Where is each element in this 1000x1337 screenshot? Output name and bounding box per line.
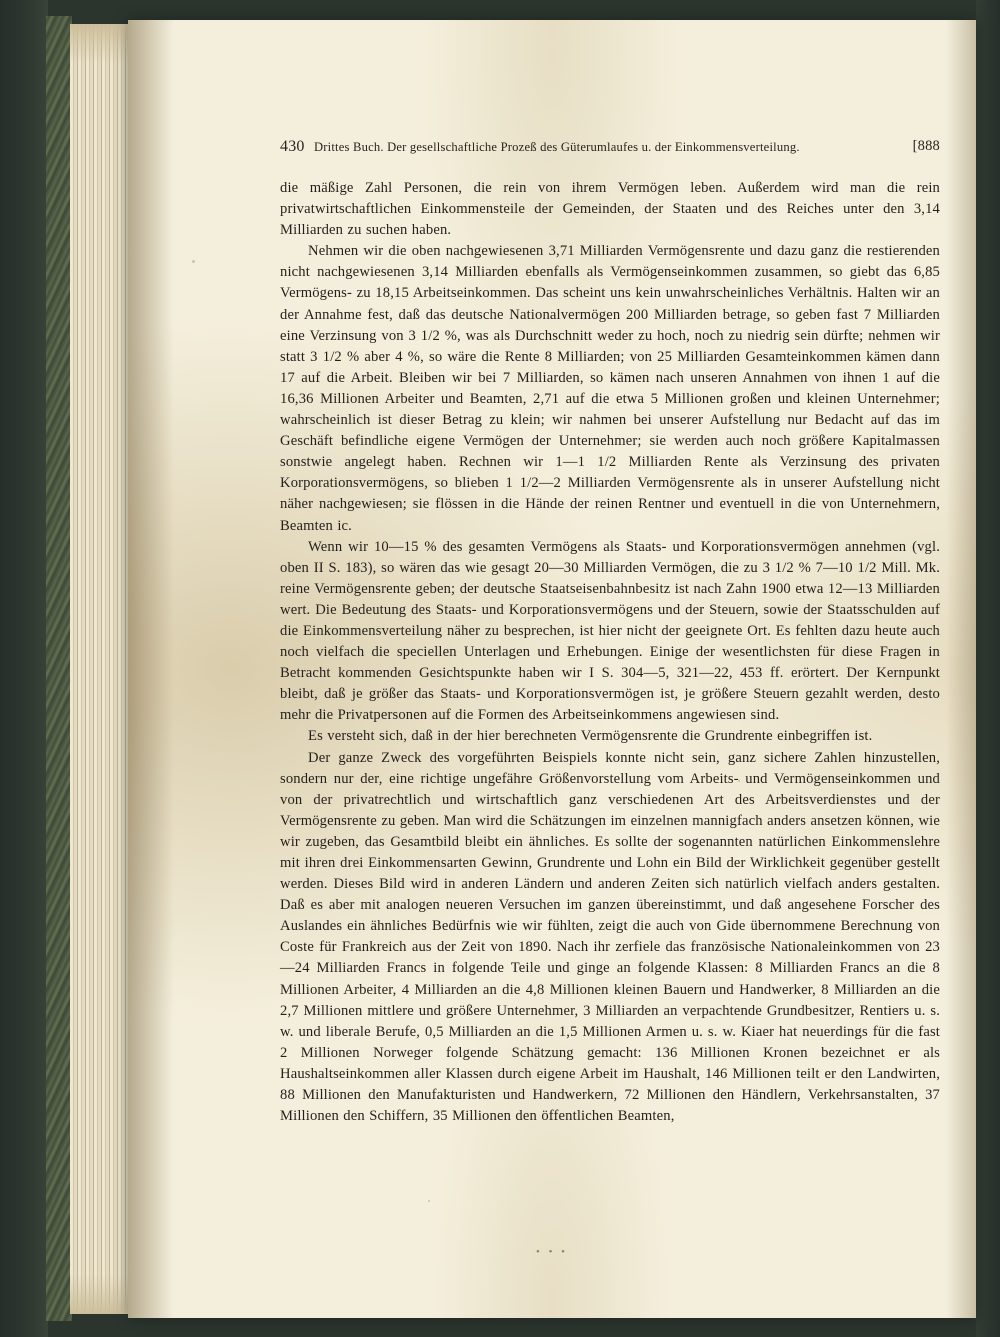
- paragraph: Der ganze Zweck des vorgeführten Beispiels konnte nicht sein, ganz sichere Zahlen hinzustellen, sondern nur der, eine richtige ungefähre Größenvorstellung vom Arbeits- und Vermögenseinkommen und von der privatrechtlich und wirtschaftlich ganz verschiedenen Art des Arbeitsverdienstes und der Vermögensrente zu geben. Man wird die Schätzungen im einzelnen mannigfach anders ansetzen können, wie wir zugeben, das Gesamtbild bleibt ein ähnliches. Es sollte der sogenannten natürlichen Einkommenslehre mit ihren drei Einkommensarten Gewinn, Grundrente und Lohn ein Bild der Wirklichkeit gegenüber gestellt werden. Dieses Bild wird in anderen Ländern und anderen Zeiten sich natürlich vielfach anders gestalten. Daß es aber mit analogen neueren Versuchen im ganzen übereinstimmt, und daß angesehene Forscher des Auslandes ein ähnliches Bedürfnis wie wir fühlten, zeigt die auch von Gide übernommene Berechnung von Coste für Frankreich aus der Zeit von 1890. Nach ihr zerfiele das französische Nationaleinkommen von 23—24 Milliarden Francs in folgende Teile und ginge an folgende Klassen: 8 Milliarden Francs an die 8 Millionen Arbeiter, 4 Milliarden an die 4,8 Millionen kleinen Bauern und Handwerker, 8 Milliarden an die 2,7 Millionen mittlere und größere Unternehmer, 3 Milliarden an verpachtende Grundbesitzer, Rentiers u. s. w. und liberale Berufe, 0,5 Milliarden an die 1,5 Millionen Armen u. s. w. Kiaer hat neuerdings für die fast 2 Millionen Norweger folgende Schätzung gemacht: 136 Millionen Kronen bezeichnet er als Haushaltseinkommen aller Klassen durch eigene Arbeit im Haushalt, 146 Millionen teilt er den Landwirten, 88 Millionen den Manufakturisten und Handwerkern, 72 Millionen den Händlern, Verkehrsanstalten, 37 Millionen den Schiffern, 35 Millionen den öffentlichen Beamten,: [280, 749, 940, 1125]
- fore-edge-bottom-shade: [70, 1274, 132, 1314]
- paper-speckle: [192, 260, 195, 263]
- page-number: 430: [280, 138, 305, 155]
- backdrop-bottom: [0, 1319, 1000, 1337]
- marbled-board-edge: [46, 16, 73, 1321]
- paragraph: Nehmen wir die oben nachgewiesenen 3,71 Milliarden Vermögensrente und dazu ganz die restierenden nicht nachgewiesenen 3,14 Milliarden ebenfalls als Vermögenseinkommen zusammen, so giebt das 6,85 Vermögens- zu 18,15 Arbeitseinkommen. Das scheint uns kein unwahrscheinliches Verhältnis. Halten wir an der Annahme fest, daß das deutsche Nationalvermögen 200 Milliarden betrage, so geben fast 7 Milliarden eine Verzinsung von 3 1/2 %, was als Durchschnitt weder zu hoch, noch zu niedrig sein dürfte; nehmen wir statt 3 1/2 % aber 4 %, so wäre die Rente 8 Milliarden; von 25 Milliarden Gesamteinkommen kämen dann 17 auf die Arbeit. Bleiben wir bei 7 Milliarden, so kämen nach unseren Annahmen von ihnen 1 auf die 16,36 Millionen Arbeiter und Beamten, 2,71 auf die etwa 5 Millionen großen und kleinen Unternehmer; wahrscheinlich ist dieser Betrag zu klein; wir nahmen bei unserer Aufstellung nur Bedacht auf das im Geschäft befindliche eigene Vermögen der Unternehmer; sie werden auch noch größere Kapitalmassen sonstwie angelegt haben. Rechnen wir 1—1 1/2 Milliarden Rente als Verzinsung des privaten Korporationsvermögens, so blieben 1 1/2—2 Milliarden Vermögensrente als in unserer Aufstellung nicht näher nachgewiesen; sie flössen in die Hände der reinen Rentner und eventuell in die von Unternehmern, Beamten ic.: [280, 243, 940, 534]
- page-fore-edge-stack: [70, 24, 132, 1314]
- backdrop-left: [0, 0, 48, 1337]
- paragraph: die mäßige Zahl Personen, die rein von ihrem Vermögen leben. Außerdem wird man die rein privatwirtschaftlichen Einkommensteile der Gemeinden, der Staaten und des Reiches unter den 3,14 Milliarden zu suchen haben.: [280, 180, 940, 239]
- paragraph: Wenn wir 10—15 % des gesamten Vermögens als Staats- und Korporationsvermögen annehmen (vgl. oben II S. 183), so wären das wie gesagt 20—30 Milliarden Vermögen, die zu 3 1/2 % 7—10 1/2 Mill. Mk. reine Vermögensrente geben; der deutsche Staatseisenbahnbesitz ist nach Zahn 1900 etwa 12—13 Milliarden wert. Die Bedeutung des Staats- und Korporationsvermögens und der Steuern, sowie der Staatsschulden auf die Einkommensverteilung näher zu besprechen, ist hier nicht der geeignete Ort. Es fehlten dazu heute auch noch vielfach die speciellen Unterlagen und Erhebungen. Einige der wesentlichsten für diese Fragen in Betracht kommenden Gesichtspunkte haben wir I S. 304—5, 321—22, 453 ff. erörtert. Der Kernpunkt bleibt, daß je größer das Staats- und Korporationsvermögen ist, je größere Steuern gezahlt werden, desto mehr die Privatpersonen auf die Formen des Arbeitseinkommens angewiesen sind.: [280, 538, 940, 724]
- running-head-title: Drittes Buch. Der gesellschaftliche Prozeß des Güterumlaufes u. der Einkommensverteilung.: [313, 140, 800, 154]
- book-page: [128, 20, 976, 1318]
- running-head: [280, 138, 940, 156]
- signature-mark: [888: [912, 138, 940, 154]
- backdrop-top: [0, 0, 1000, 18]
- paragraph: Es versteht sich, daß in der hier berechneten Vermögensrente die Grundrente einbegriffen ist.: [308, 728, 873, 745]
- backdrop-right: [976, 0, 1000, 1337]
- center-mark: • • •: [535, 1246, 569, 1258]
- paper-speckle: [428, 1200, 430, 1202]
- text-block: [280, 138, 940, 1127]
- fore-edge-top-shade: [70, 24, 132, 64]
